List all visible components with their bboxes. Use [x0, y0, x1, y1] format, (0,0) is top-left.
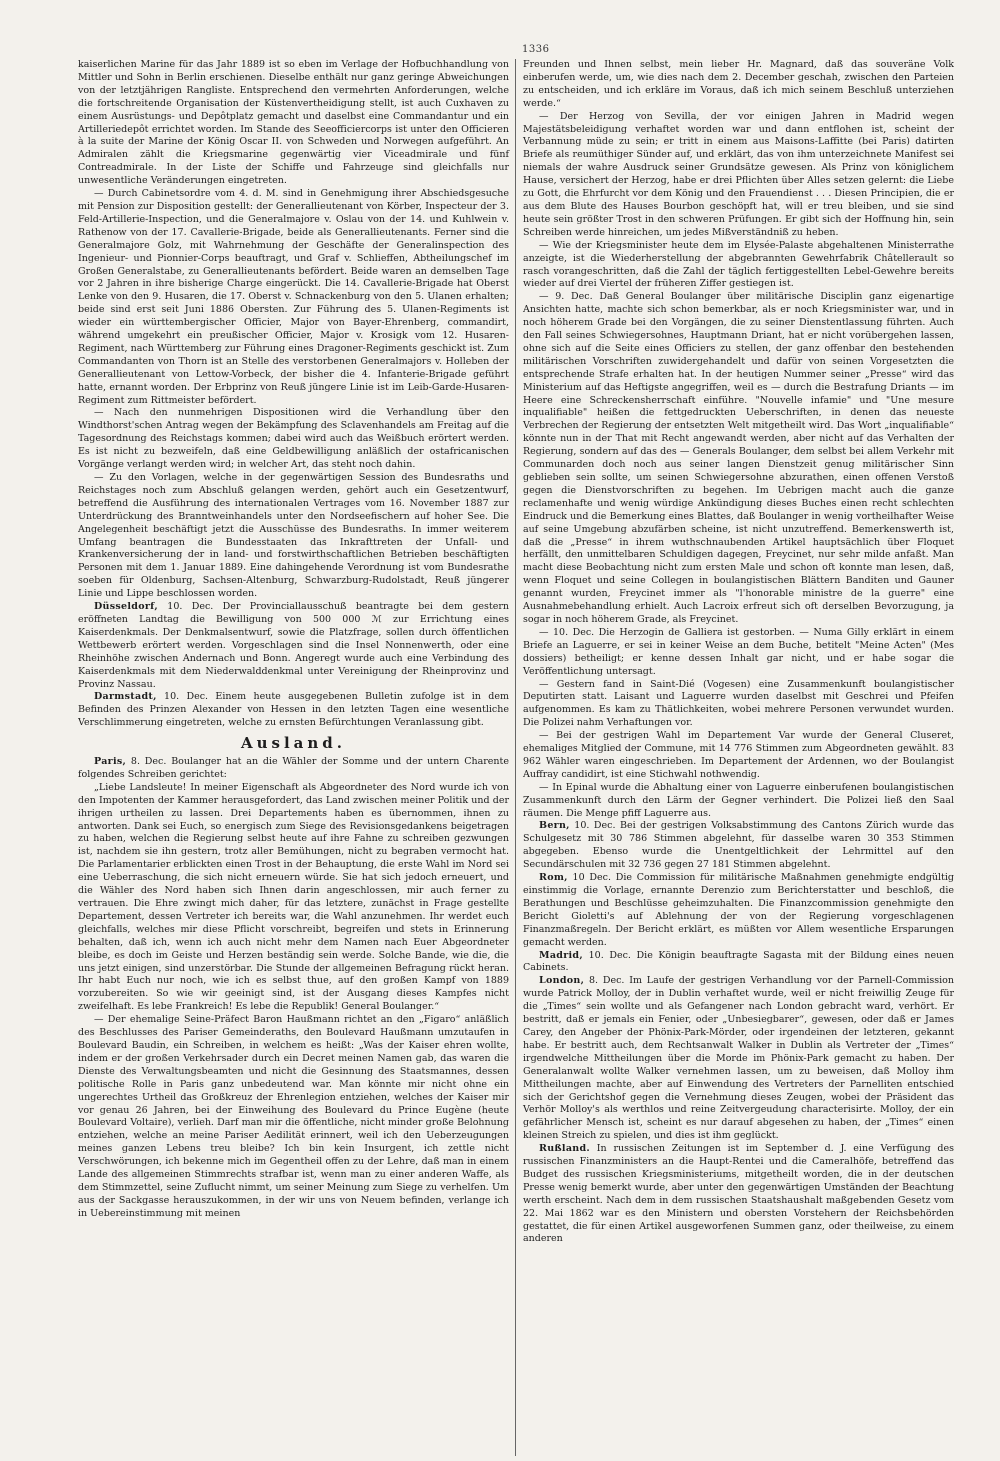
article-paragraph: — Zu den Vorlagen, welche in der gegenwärtigen Session des Bundesraths und Reichstages noch zum Abschluß gelangen werden, gehört auch ein Gesetzentwurf, betreffend die Ausführung des internationalen Vertrages vom 16. November 1887 zur Unterdrückung des Branntweinhandels unter den Nordseefischern auf hoher See. Die Angelegenheit beschäftigt jetzt die Ausschüsse des Bundesraths. In immer weiterem Umfang beantragen die Bundesstaaten das Inkrafttreten der Unfall- und Krankenversicherung der in land- und forstwirthschaftlichen Betrieben beschäftigten Personen mit dem 1. Januar 1889. Eine dahingehende Verordnung ist vom Bundesrathe soeben für Oldenburg, Sachsen-Altenburg, Schwarzburg-Rudolstadt, Reuß jüngerer Linie und Lippe beschlossen worden. [78, 472, 509, 600]
article-text: In russischen Zeitungen ist im September d. J. eine Verfügung des russischen Finanzministers an die Haupt-Rentei und die Cameralhöfe, betreffend das Budget des russischen Kriegsministeriums, mitgetheilt worden, die in der deutschen Presse wenig bemerkt wurde, aber unter den gegenwärtigen Umständen der Beachtung werth erscheint. Nach dem in dem russischen Staatshaushalt maßgebenden Gesetz vom 22. Mai 1862 war es den Ministern und obersten Vorstehern der Reichsbehörden gestattet, die für einen Artikel ausgeworfenen Summen ganz, oder theilweise, zu einem anderen [523, 1143, 954, 1245]
article-paragraph [523, 975, 954, 1143]
article-paragraph: — Der Herzog von Sevilla, der vor einigen Jahren in Madrid wegen Majestätsbeleidigung verhaftet worden war und dann entflohen ist, scheint der Verbannung müde zu sein; er tritt in einem aus Maisons-Laffitte (bei Paris) datirten Briefe als reumüthiger Sünder auf, und erklärt, das von ihm unterzeichnete Manifest sei niemals der wahre Ausdruck seiner Grundsätze gewesen. Als Prinz von königlichem Hause, versichert der Herzog, habe er drei Pflichten über Alles setzen gelernt: die Liebe zu Gott, die Ehrfurcht vor dem König und den Frauendienst . . . Diesen Principien, die er aus dem Blute des Hauses Bourbon geschöpft hat, will er treu bleiben, und sie sind heute sein größter Trost in den schweren Prüfungen. Er gibt sich der Hoffnung hin, sein Schreiben werde hinreichen, um jedes Mißverständniß zu heben. [523, 110, 954, 238]
article-paragraph [523, 950, 954, 976]
article-paragraph [78, 691, 509, 730]
article-text: 10. Dec. Bei der gestrigen Volksabstimmung des Cantons Zürich wurde das Schulgesetz mit 30 786 Stimmen abgelehnt, für dasselbe waren 30 353 Stimmen abgegeben. Ebenso wurde die Unentgeltlichkeit der Lehrmittel auf den Secundärschulen mit 32 736 gegen 27 181 Stimmen abgelehnt. [523, 820, 954, 871]
dateline-place: Paris, [94, 756, 127, 768]
article-paragraph: — In Epinal wurde die Abhaltung einer von Laguerre einberufenen boulangistischen Zusammenkunft durch den Lärm der Gegner verhindert. Die Polizei ließ den Saal räumen. Die Menge pfiff Laguerre aus. [523, 781, 954, 819]
right-column [519, 59, 954, 1456]
dateline-place: Darmstadt, [94, 691, 157, 703]
article-paragraph: — Nach den nunmehrigen Dispositionen wird die Verhandlung über den Windthorst'schen Antrag wegen der Bekämpfung des Sclavenhandels am Freitag auf die Tagesordnung des Reichstags kommen; dabei wird auch das Weißbuch erörtert werden. Es ist nicht zu bezweifeln, daß eine Geldbewilligung anläßlich der ostafricanischen Vorgänge verlangt werden wird; in welcher Art, das steht noch dahin. [78, 407, 509, 471]
article-text: 10. Dec. Einem heute ausgegebenen Bulletin zufolge ist in dem Befinden des Prinzen Alexander von Hessen in den letzten Tagen eine wesentliche Verschlimmerung eingetreten, welche zu ernsten Befürchtungen Veranlassung gibt. [78, 691, 509, 729]
dateline-place: London, [539, 975, 585, 987]
article-text: 8. Dec. Boulanger hat an die Wähler der Somme und der untern Charente folgendes Schreiben gerichtet: [78, 756, 509, 780]
article-paragraph [523, 820, 954, 872]
article-paragraph: — Der ehemalige Seine-Präfect Baron Haußmann richtet an den „Figaro“ anläßlich des Beschlusses des Pariser Gemeinderaths, den Boulevard Haußmann umzutaufen in Boulevard Baudin, ein Schreiben, in welchem es heißt: „Was der Kaiser ehren wollte, indem er der großen Verkehrsader durch ein Decret meinen Namen gab, das waren die Dienste des Verwaltungsbeamten und nicht die Gesinnung des Staatsmannes, dessen politische Rolle in Paris ganz unbedeutend war. Man könnte mir nicht ohne ein ungerechtes Urtheil das Großkreuz der Ehrenlegion entziehen, welches der Kaiser mir vor genau 26 Jahren, bei der Einweihung des Boulevard du Prince Eugène (heute Boulevard Voltaire), verlieh. Darf man mir die öffentliche, nicht minder große Belohnung entziehen, welche an meine Pariser Aedilität erinnert, weil ich den Ueberzeugungen meines ganzen Lebens treu bleibe? Ich bin kein Insurgent, ich zettle nicht Verschwörungen, ich bekenne mich im Gegentheil offen zu der Lehre, daß man in einem Lande des allgemeinen Stimmrechts strafbar ist, wenn man zu einer anderen Waffe, als dem Stimmzettel, seine Zuflucht nimmt, um seiner Meinung zum Siege zu verhelfen. Um aus der Sackgasse herauszukommen, in der wir uns von Neuem befinden, verlange ich in Uebereinstimmung mit meinen [78, 1014, 509, 1219]
article-paragraph: — Wie der Kriegsminister heute dem im Elysée-Palaste abgehaltenen Ministerrathe anzeigte, ist die Wiederherstellung der abgebrannten Gewehrfabrik Châtellerault so rasch vorangeschritten, daß die Zahl der täglich fertiggestellten Lebel-Gewehre bereits wieder auf drei Viertel der früheren Ziffer gestiegen ist. [523, 239, 954, 290]
dateline-place: Rußland. [539, 1143, 591, 1155]
article-paragraph: — 9. Dec. Daß General Boulanger über militärische Disciplin ganz eigenartige Ansichten hatte, machte sich schon bemerkbar, als er noch Kriegsminister war, und in noch höherem Grade bei den Vorgängen, die zu seiner Dienstentlassung führten. Auch den Fall seines Schwiegersohnes, Hauptmann Driant, hat er nicht vorübergehen lassen, ohne sich auf die Seite eines Officiers zu stellen, der ganz offenbar den bestehenden militärischen Vorschriften zuwidergehandelt und dafür von seinen Vorgesetzten die entsprechende Strafe erhalten hat. In der heutigen Nummer seiner „Presse“ wird das Ministerium auf das Heftigste angegriffen, weil es — durch die Bestrafung Driants — im Heere eine Schreckensherrschaft einführe. "Nouvelle infamie" und "Une mesure inqualifiable" heißen die fettgedruckten Ueberschriften, in denen das neueste Verbrechen der Regierung der entsetzten Welt mitgetheilt wird. Das Wort „inqualifiable“ könnte nun in der That mit Recht angewandt werden, aber nicht auf das Verhalten der Regierung, sondern auf das des — Generals Boulanger, dem selbst bei allem Verkehr mit Communarden doch noch aus seiner langen Dienstzeit genug militärischer Sinn geblieben sein sollte, um seinen Schwiegersohne abzurathen, einen offenen Verstoß gegen die Dienstvorschriften zu begehen. Im Uebrigen macht auch die ganze reclamenhafte und wenig würdige Ankündigung dieses Buches einen recht schlechten Eindruck und die Bemerkung eines Blattes, daß Boulanger in wenig vortheilhafter Weise auf seine Umgebung abzufärben scheine, ist nicht unzutreffend. Bemerkenswerth ist, daß die „Presse“ in ihrem wuthschnaubenden Artikel hauptsächlich über Floquet herfällt, den unmittelbaren Schuldigen dagegen, Freycinet, nur sehr milde anfaßt. Man macht diese Beobachtung nicht zum ersten Male und schon oft konnte man lesen, daß, wenn Floquet und seine Collegen in boulangistischen Blättern Banditen und Gauner genannt wurden, Freycinet immer als "l'honorable ministre de la guerre" eine Ausnahmebehandlung erhielt. Auch Lacroix erfreut sich oft derselben Bevorzugung, ja sogar in noch höherem Grade, als Freycinet. [523, 291, 954, 625]
text-columns [78, 59, 974, 1456]
article-paragraph [523, 872, 954, 949]
article-text: 10. Dec. Die Königin beauftragte Sagasta mit der Bildung eines neuen Cabinets. [523, 949, 954, 974]
article-paragraph: Freunden und Ihnen selbst, mein lieber Hr. Magnard, daß das souveräne Volk einberufen werde, um, wie dies nach dem 2. December geschah, zwischen den Parteien zu entscheiden, und ich erkläre im Voraus, daß ich mich seinem Beschluß unterziehen werde.“ [523, 59, 954, 109]
column-divider [515, 59, 516, 1456]
section-heading: Ausland. [240, 734, 347, 753]
article-text: 8. Dec. Im Laufe der gestrigen Verhandlung vor der Parnell-Commission wurde Patrick Molloy, der in Dublin verhaftet wurde, weil er nicht freiwillig Zeuge für die „Times“ sein wollte und als Gefangener nach London gebracht ward, verhört. Er bestritt, daß er jemals ein Fenier, oder „Unbesiegbarer“, gewesen, oder daß er James Carey, den Angeber der Phönix-Park-Mörder, oder irgendeinen der letzteren, gekannt habe. Er bestritt auch, dem Rechtsanwalt Walker in Dublin als Vertreter der „Times“ irgendwelche Mittheilungen über die Morde im Phönix-Park gemacht zu haben. Der Generalanwalt wollte Walker vernehmen lassen, um zu beweisen, daß Molloy ihm Mittheilungen machte, aber auf Einwendung des Vertreters der Parnelliten entschied sich der Gerichtshof gegen die Vernehmung dieses Zeugen, wobei der Präsident das Verhör Molloy's als werthlos und reine Zeitvergeudung characterisirte. Molloy, der ein gefährlicher Mensch ist, scheint es nur darauf abgesehen zu haben, der „Times“ einen kleinen Streich zu spielen, und dies ist ihm geglückt. [523, 975, 954, 1142]
article-paragraph: — Bei der gestrigen Wahl im Departement Var wurde der General Cluseret, ehemaliges Mitglied der Commune, mit 14 776 Stimmen zum Abgeordneten gewählt. 83 962 Wähler waren eingeschrieben. Im Departement der Ardennen, wo der Boulangist Auffray candidirt, ist eine Stichwahl nothwendig. [523, 730, 954, 780]
page-number: 1336 [522, 44, 550, 55]
article-paragraph [78, 756, 509, 782]
dateline-place: Düsseldorf, [94, 601, 158, 613]
dateline-place: Madrid, [539, 949, 583, 961]
article-paragraph [523, 1143, 954, 1246]
left-column [78, 59, 513, 1456]
article-paragraph: — Gestern fand in Saint-Dié (Vogesen) eine Zusammenkunft boulangistischer Deputirten statt. Laisant und Laguerre wurden daselbst mit Geschrei und Pfeifen aufgenommen. Es kam zu Thätlichkeiten, wobei mehrere Personen verwundet wurden. Die Polizei nahm Verhaftungen vor. [523, 678, 954, 729]
article-text: 10. Dec. Der Provinciallausschuß beantragte bei dem gestern eröffneten Landtag die Bewilligung von 500 000 ℳ zur Errichtung eines Kaiserdenkmals. Der Denkmalsentwurf, sowie die Platzfrage, sollen durch öffentlichen Wettbewerb erörtert werden. Vorgeschlagen sind die Insel Nonnenwerth, oder eine Rheinhöhe zwischen Andernach und Bonn. Angeregt wurde auch eine Verbindung des Kaiserdenkmals mit dem Niederwalddenkmal unter Vereinigung der Rheinprovinz und Provinz Nassau. [78, 601, 509, 690]
article-paragraph: kaiserlichen Marine für das Jahr 1889 ist so eben im Verlage der Hofbuchhandlung von Mittler und Sohn in Berlin erschienen. Dieselbe enthält nur ganz geringe Abweichungen von der letztjährigen Rangliste. Entsprechend den vermehrten Anforderungen, welche die fortschreitende Organisation der Küstenvertheidigung stellt, ist auch Cuxhaven zu einem Ausrüstungs- und Depôtplatz gemacht und daselbst eine Commandantur und ein Artilleriedepôt errichtet worden. Im Stande des Seeofficiercorps ist unter den Officieren à la suite der Marine der König Oscar II. von Schweden und Norwegen aufgeführt. An Admiralen zählt die Kriegsmarine gegenwärtig vier Viceadmirale und fünf Contreadmirale. In der Liste der Schiffe und Fahrzeuge sind gleichfalls nur unwesentliche Veränderungen eingetreten. [78, 59, 509, 187]
article-text: 10 Dec. Die Commission für militärische Maßnahmen genehmigte endgültig einstimmig die Vorlage, ernannte Derenzio zum Berichterstatter und beschloß, die Berathungen und Beschlüsse geheimzuhalten. Die Finanzcommission genehmigte den Bericht Gioletti's auf Ablehnung der von der Regierung vorgeschlagenen Finanzmaßregeln. Der Bericht erklärt, es müßten vor Allem wesentliche Ersparungen gemacht werden. [523, 872, 954, 948]
article-paragraph: — 10. Dec. Die Herzogin de Galliera ist gestorben. — Numa Gilly erklärt in einem Briefe an Laguerre, er sei in keiner Weise an dem Buche, betitelt "Meine Acten" (Mes dossiers) betheiligt; er kenne dessen Inhalt gar nicht, und er habe sogar die Veröffentlichung untersagt. [523, 626, 954, 677]
dateline-place: Bern, [539, 820, 570, 832]
dateline-place: Rom, [539, 872, 568, 884]
quoted-letter: „Liebe Landsleute! In meiner Eigenschaft als Abgeordneter des Nord wurde ich von den Impotenten der Kammer herausgefordert, das Land zwischen meiner Politik und der ihrigen urtheilen zu lassen. Drei Departements haben es übernommen, ihnen zu antworten. Dank sei Euch, so energisch zum Siege des Revisionsgedankens beigetragen zu haben, welchen die Regierung selbst heute auf ihre Fahne zu schreiben gezwungen ist, nachdem sie ihn gestern, trotz aller Bemühungen, nicht zu begraben vermocht hat. Die Parlamentarier erblickten einen Trost in der Behauptung, die erste Wahl im Nord sei eine Ueberraschung, die sich nicht erneuern würde. Sie hat sich jedoch erneuert, und die Wähler des Nord haben sich Ihnen darin angeschlossen, mir auch ferner zu vertrauen. Die Ehre zwingt mich daher, für das letztere, zunächst in Frage gestellte Departement, dessen Vertreter ich bereits war, die Wahl anzunehmen. Ihr werdet euch gleichfalls, welches mir diese Pflicht vorschreibt, begreifen und stets in Erinnerung behalten, daß ich, wenn ich auch nicht mehr dem Namen nach Euer Abgeordneter bleibe, es doch im Geiste und Herzen beständig sein werde. Solche Bande, wie die, die uns jetzt einigen, sind unzerstörbar. Die Stunde der allgemeinen Befragung rückt heran. Ihr habt Euch nur noch, wie ich es selbst thue, auf den großen Kampf von 1889 vorzubereiten. So wie wir geeinigt sind, ist der Ausgang dieses Kampfes nicht zweifelhaft. Es lebe Frankreich! Es lebe die Republik! General Boulanger.“ [78, 781, 509, 1013]
article-paragraph [78, 601, 509, 691]
article-paragraph: — Durch Cabinetsordre vom 4. d. M. sind in Genehmigung ihrer Abschiedsgesuche mit Pension zur Disposition gestellt: der Generallieutenant von Körber, Inspecteur der 3. Feld-Artillerie-Inspection, und die Generalmajore v. Oslau von der 14. und Kuhlwein v. Rathenow von der 17. Cavallerie-Brigade, beide als Generallieutenants. Ferner sind die Generalmajore Golz, mit Wahrnehmung der Geschäfte der Generalinspection des Ingenieur- und Pionnier-Corps beauftragt, und Graf v. Schlieffen, Abtheilungschef im Großen Generalstabe, zu Generallieutenants befördert. Beide waren an demselben Tage vor 2 Jahren in ihre bisherige Charge eingerückt. Die 14. Cavallerie-Brigade hat Oberst Lenke von den 9. Husaren, die 17. Oberst v. Schnackenburg von den 5. Ulanen erhalten; beide sind erst seit Juni 1886 Obersten. Zur Führung des 5. Ulanen-Regiments ist wieder ein württembergischer Officier, Major von Bayer-Ehrenberg, commandirt, während umgekehrt ein preußischer Officier, Major v. Krosigk vom 12. Husaren-Regiment, nach Württemberg zur Führung eines Dragoner-Regiments geschickt ist. Zum Commandanten von Thorn ist an Stelle des verstorbenen Generalmajors v. Holleben der Generallieutenant von Lettow-Vorbeck, der bisher die 4. Infanterie-Brigade geführt hatte, ernannt worden. Der Erbprinz von Reuß jüngere Linie ist im Leib-Garde-Husaren-Regiment zum Rittmeister befördert. [78, 188, 509, 406]
